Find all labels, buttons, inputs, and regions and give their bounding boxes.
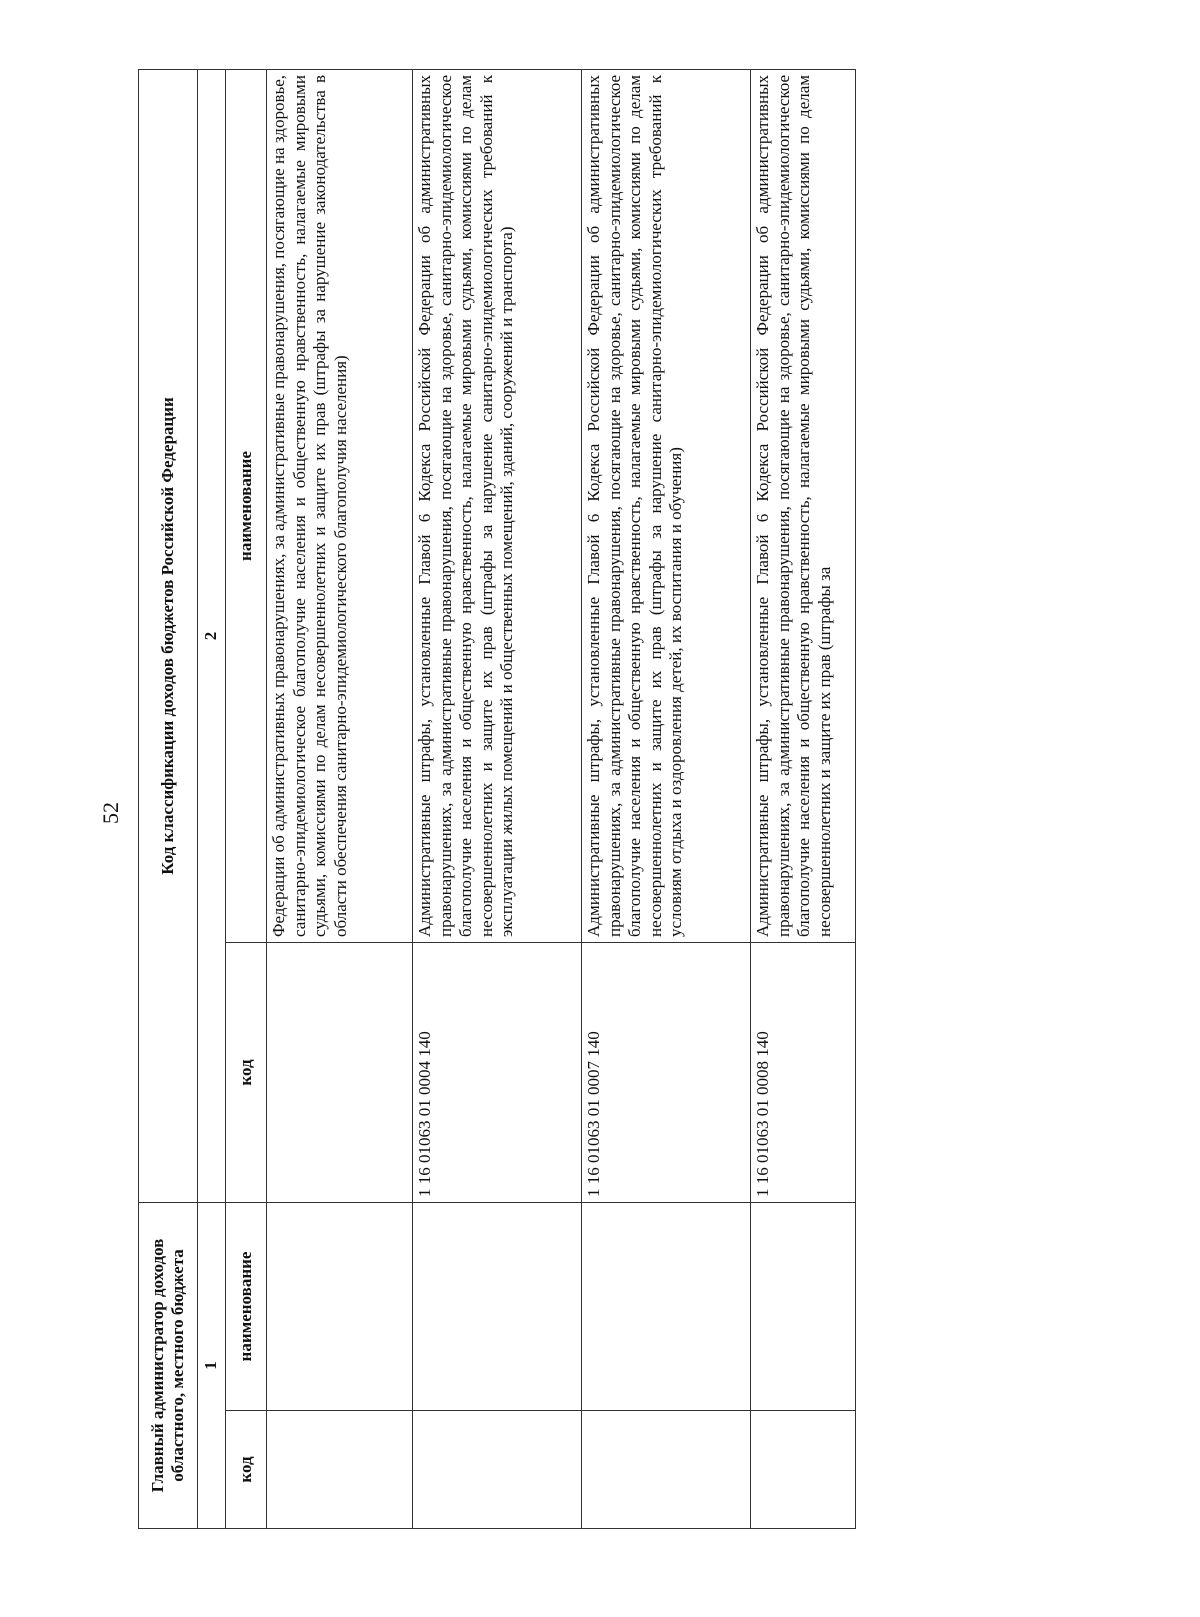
code-cell: [267, 942, 413, 1202]
admin-name-cell: [267, 1202, 413, 1410]
table-header-row-groups: [139, 69, 198, 1528]
code-cell: 1 16 01063 01 0004 140: [413, 942, 582, 1202]
admin-name-cell: [413, 1202, 582, 1410]
admin-code-cell: [413, 1411, 582, 1529]
header-code: код: [226, 942, 267, 1202]
code-cell: 1 16 01063 01 0007 140: [582, 942, 751, 1202]
table-row: [751, 69, 856, 1528]
page-number: 52: [98, 802, 123, 824]
revenue-classification-table: [138, 69, 856, 1529]
header-chief-administrator: Главный администратор доходов областного, местного бюджета: [139, 1202, 198, 1528]
name-cell: Административные штрафы, установленные Главой 6 Кодекса Российской Федерации об административных правонарушениях, за административные правонарушения, посягающие на здоровье, санитарно-эпидемиологическое благополучие населения и общественную нравственность, налагаемые мировыми судьями, комиссиями по делам несовершеннолетних и защите их прав (штрафы за нарушение санитарно-эпидемиологических требований к эксплуатации жилых помещений и общественных помещений, зданий, сооружений и транспорта): [413, 69, 582, 942]
table-row: [267, 69, 413, 1528]
table-header-row-columns: [226, 69, 267, 1528]
header-name: наименование: [226, 69, 267, 942]
admin-code-cell: [582, 1411, 751, 1529]
admin-name-cell: [751, 1202, 856, 1410]
header-admin-code: код: [226, 1411, 267, 1529]
admin-name-cell: [582, 1202, 751, 1410]
name-cell: Административные штрафы, установленные Главой 6 Кодекса Российской Федерации об административных правонарушениях, за административные правонарушения, посягающие на здоровье, санитарно-эпидемиологическое благополучие населения и общественную нравственность, налагаемые мировыми судьями, комиссиями по делам несовершеннолетних и защите их прав (штрафы за нарушение санитарно-эпидемиологических требований к условиям отдыха и оздоровления детей, их воспитания и обучения): [582, 69, 751, 942]
table-row: [582, 69, 751, 1528]
name-cell: Административные штрафы, установленные Главой 6 Кодекса Российской Федерации об административных правонарушениях, за административные правонарушения, посягающие на здоровье, санитарно-эпидемиологическое благополучие населения и общественную нравственность, налагаемые мировыми судьями, комиссиями по делам несовершеннолетних и защите их прав (штрафы за: [751, 69, 856, 942]
admin-code-cell: [267, 1411, 413, 1529]
admin-code-cell: [751, 1411, 856, 1529]
name-cell: Федерации об административных правонарушениях, за административные правонарушения, посягающие на здоровье, санитарно-эпидемиологическое благополучие населения и общественную нравственность, налагаемые мировыми судьями, комиссиями по делам несовершеннолетних и защите их прав (штрафы за нарушение законодательства в области обеспечения санитарно-эпидемиологического благополучия населения): [267, 69, 413, 942]
header-admin-name: наименование: [226, 1202, 267, 1410]
table-header-row-numbers: [198, 69, 226, 1528]
header-number-1: 1: [198, 1202, 226, 1528]
table-row: [413, 69, 582, 1528]
code-cell: 1 16 01063 01 0008 140: [751, 942, 856, 1202]
header-classification-code: Код классификации доходов бюджетов Российской Федерации: [139, 69, 198, 1202]
rotated-table-frame: [138, 70, 1080, 1529]
header-number-2: 2: [198, 69, 226, 1202]
